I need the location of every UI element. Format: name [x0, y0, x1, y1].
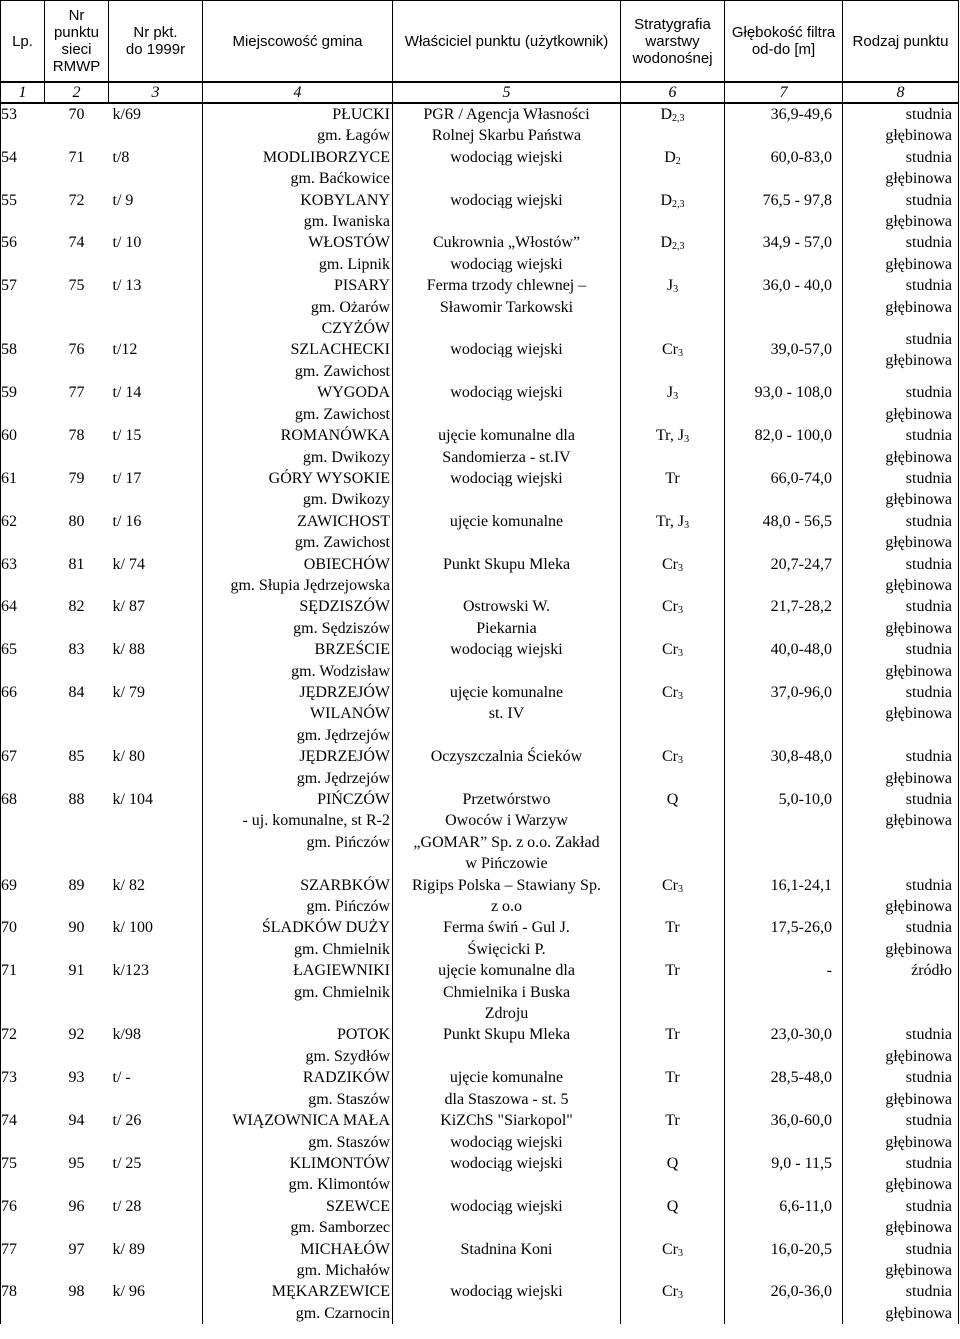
cell-owner: wodociąg wiejski	[393, 382, 621, 425]
stratigraphy-subscript: 3	[684, 434, 690, 446]
cell-network-number: 80	[68, 512, 85, 530]
cell-owner: wodociąg wiejski	[393, 318, 621, 382]
cell-lp: 64	[1, 596, 45, 639]
cell-number-1999: k/ 88	[109, 639, 203, 682]
cell-stratigraphy	[621, 1024, 725, 1067]
stratigraphy-symbol: Q	[666, 1197, 679, 1215]
cell-lp: 60	[1, 425, 45, 468]
cell-point-type: studnia głębinowa	[843, 318, 959, 382]
cell-locality: BRZEŚCIE gm. Wodzisław	[203, 639, 393, 682]
cell-locality: JĘDRZEJÓW WILANÓW gm. Jędrzejów	[203, 682, 393, 746]
cell-lp: 73	[1, 1067, 45, 1110]
column-number: 5	[393, 82, 621, 103]
cell-locality: PISARY gm. Ożarów	[203, 275, 393, 318]
table-row	[1, 875, 959, 918]
cell-owner: Stadnina Koni	[393, 1239, 621, 1282]
cell-locality: ŚLADKÓW DUŻY gm. Chmielnik	[203, 917, 393, 960]
cell-filter-depth: 28,5-48,0	[725, 1067, 843, 1110]
stratigraphy-subscript: 3	[684, 519, 690, 531]
table-row	[1, 511, 959, 554]
cell-stratigraphy	[621, 147, 725, 190]
column-number: 3	[109, 82, 203, 103]
cell-locality: ŁAGIEWNIKI gm. Chmielnik	[203, 960, 393, 1024]
cell-stratigraphy	[621, 639, 725, 682]
cell-network-number: 92	[68, 1026, 85, 1044]
cell-filter-depth: 23,0-30,0	[725, 1024, 843, 1067]
cell-stratigraphy	[621, 1239, 725, 1282]
cell-point-type: studnia głębinowa	[843, 789, 959, 875]
cell-point-type: studnia głębinowa	[843, 1153, 959, 1196]
cell-locality: RADZIKÓW gm. Staszów	[203, 1067, 393, 1110]
cell-lp: 53	[1, 103, 45, 147]
table-row	[1, 789, 959, 875]
stratigraphy-symbol: Tr, J	[655, 512, 685, 530]
table-row	[1, 190, 959, 233]
cell-owner: Rigips Polska – Stawiany Sp. z o.o	[393, 875, 621, 918]
cell-number-1999: t/ 25	[109, 1153, 203, 1196]
cell-network-number: 98	[68, 1283, 85, 1301]
stratigraphy-subscript: 3	[678, 755, 683, 767]
cell-point-type: studnia głębinowa	[843, 1110, 959, 1153]
cell-network-number: 79	[68, 469, 85, 487]
cell-network-number: 77	[68, 384, 85, 402]
cell-point-type: studnia głębinowa	[843, 425, 959, 468]
cell-number-1999: k/ 82	[109, 875, 203, 918]
cell-point-type: źródło	[843, 960, 959, 1024]
cell-lp: 76	[1, 1196, 45, 1239]
cell-filter-depth: 66,0-74,0	[725, 468, 843, 511]
cell-stratigraphy	[621, 960, 725, 1024]
cell-locality: ROMANÓWKA gm. Dwikozy	[203, 425, 393, 468]
cell-network-number: 70	[68, 106, 85, 123]
cell-point-type: studnia głębinowa	[843, 275, 959, 318]
stratigraphy-subscript: 2,3	[672, 241, 685, 253]
cell-number-1999: t/ 13	[109, 275, 203, 318]
cell-owner: ujęcie komunalne dla Sandomierza - st.IV	[393, 425, 621, 468]
stratigraphy-symbol: Cr	[662, 641, 678, 659]
table-row	[1, 596, 959, 639]
stratigraphy-subscript: 3	[673, 391, 679, 403]
cell-point-type: studnia głębinowa	[843, 147, 959, 190]
cell-owner: wodociąg wiejski	[393, 468, 621, 511]
table-row	[1, 1281, 959, 1324]
cell-owner: wodociąg wiejski	[393, 639, 621, 682]
cell-locality: MICHAŁÓW gm. Michałów	[203, 1239, 393, 1282]
cell-lp: 58	[1, 318, 45, 382]
cell-filter-depth: 36,9-49,6	[725, 103, 843, 147]
cell-network-number: 85	[68, 748, 85, 766]
cell-filter-depth: 82,0 - 100,0	[725, 425, 843, 468]
header-locality-commune: Miejscowość gmina	[203, 1, 393, 83]
stratigraphy-symbol: Cr	[662, 683, 678, 701]
cell-network-number: 84	[68, 683, 85, 701]
cell-number-1999: k/ 96	[109, 1281, 203, 1324]
cell-lp: 56	[1, 232, 45, 275]
cell-owner: Ostrowski W. Piekarnia	[393, 596, 621, 639]
table-row	[1, 318, 959, 382]
table-row	[1, 1110, 959, 1153]
stratigraphy-subscript: 3	[678, 883, 683, 895]
stratigraphy-symbol: D	[660, 106, 673, 123]
cell-lp: 65	[1, 639, 45, 682]
cell-locality: SZEWCE gm. Samborzec	[203, 1196, 393, 1239]
cell-number-1999: t/ -	[109, 1067, 203, 1110]
cell-stratigraphy	[621, 318, 725, 382]
cell-number-1999: t/8	[109, 147, 203, 190]
cell-point-type: studnia głębinowa	[843, 746, 959, 789]
cell-owner: Przetwórstwo Owoców i Warzyw „GOMAR” Sp. z o.o. Zakład w Pińczowie	[393, 789, 621, 875]
cell-point-type: studnia głębinowa	[843, 232, 959, 275]
cell-number-1999: k/ 104	[109, 789, 203, 875]
cell-lp: 59	[1, 382, 45, 425]
cell-point-type: studnia głębinowa	[843, 875, 959, 918]
table-row	[1, 468, 959, 511]
cell-network-number: 88	[68, 791, 85, 808]
cell-filter-depth: 5,0-10,0	[725, 789, 843, 875]
cell-locality: GÓRY WYSOKIE gm. Dwikozy	[203, 468, 393, 511]
cell-number-1999: t/ 15	[109, 425, 203, 468]
cell-point-type: studnia głębinowa	[843, 596, 959, 639]
stratigraphy-subscript: 3	[678, 648, 683, 660]
cell-network-number: 90	[68, 919, 85, 937]
cell-stratigraphy	[621, 1281, 725, 1324]
column-number: 7	[725, 82, 843, 103]
cell-number-1999: k/ 100	[109, 917, 203, 960]
cell-locality: OBIECHÓW gm. Słupia Jędrzejowska	[203, 554, 393, 597]
cell-lp: 57	[1, 275, 45, 318]
stratigraphy-symbol: Cr	[662, 1283, 678, 1301]
cell-stratigraphy	[621, 789, 725, 875]
table-row	[1, 917, 959, 960]
cell-owner: ujęcie komunalne	[393, 511, 621, 554]
cell-filter-depth: 60,0-83,0	[725, 147, 843, 190]
table-row	[1, 639, 959, 682]
cell-network-number: 82	[68, 598, 85, 616]
stratigraphy-symbol: Tr	[665, 919, 680, 937]
cell-number-1999: k/69	[109, 103, 203, 147]
stratigraphy-symbol: Cr	[662, 748, 678, 766]
cell-network-number: 97	[68, 1240, 85, 1258]
cell-lp: 63	[1, 554, 45, 597]
cell-locality: SĘDZISZÓW gm. Sędziszów	[203, 596, 393, 639]
cell-locality: PŁUCKI gm. Łagów	[203, 103, 393, 147]
stratigraphy-subscript: 3	[678, 562, 683, 574]
table-row	[1, 1067, 959, 1110]
cell-point-type: studnia głębinowa	[843, 511, 959, 554]
header-point-number-1999: Nr pkt. do 1999r	[109, 1, 203, 83]
cell-owner: wodociąg wiejski	[393, 147, 621, 190]
cell-network-number: 91	[68, 962, 85, 980]
cell-number-1999: k/ 87	[109, 596, 203, 639]
cell-number-1999: k/ 89	[109, 1239, 203, 1282]
cell-lp: 70	[1, 917, 45, 960]
cell-filter-depth: 76,5 - 97,8	[725, 190, 843, 233]
cell-stratigraphy	[621, 875, 725, 918]
cell-number-1999: k/123	[109, 960, 203, 1024]
stratigraphy-subscript: 3	[678, 605, 683, 617]
stratigraphy-subscript: 3	[678, 690, 683, 702]
cell-owner: ujęcie komunalne st. IV	[393, 682, 621, 746]
stratigraphy-symbol: Tr	[665, 1069, 680, 1087]
stratigraphy-symbol: D	[660, 191, 673, 209]
cell-filter-depth: 30,8-48,0	[725, 746, 843, 789]
cell-number-1999: t/ 9	[109, 190, 203, 233]
table-row	[1, 746, 959, 789]
table-row	[1, 960, 959, 1024]
stratigraphy-symbol: J	[666, 277, 674, 295]
stratigraphy-symbol: Cr	[662, 341, 678, 359]
stratigraphy-subscript: 3	[678, 348, 683, 360]
cell-owner: ujęcie komunalne dla Staszowa - st. 5	[393, 1067, 621, 1110]
cell-filter-depth: 6,6-11,0	[725, 1196, 843, 1239]
table-row	[1, 382, 959, 425]
stratigraphy-symbol: Tr	[665, 469, 680, 487]
cell-owner: ujęcie komunalne dla Chmielnika i Buska Zdroju	[393, 960, 621, 1024]
cell-owner: Ferma świń - Gul J. Święcicki P.	[393, 917, 621, 960]
cell-stratigraphy	[621, 596, 725, 639]
cell-filter-depth: 39,0-57,0	[725, 318, 843, 382]
cell-filter-depth: 36,0-60,0	[725, 1110, 843, 1153]
cell-locality: KLIMONTÓW gm. Klimontów	[203, 1153, 393, 1196]
cell-filter-depth: 9,0 - 11,5	[725, 1153, 843, 1196]
table-row	[1, 232, 959, 275]
cell-lp: 61	[1, 468, 45, 511]
cell-stratigraphy	[621, 425, 725, 468]
cell-point-type: studnia głębinowa	[843, 190, 959, 233]
cell-filter-depth: 48,0 - 56,5	[725, 511, 843, 554]
stratigraphy-subscript: 3	[678, 1247, 683, 1259]
table-row	[1, 1153, 959, 1196]
cell-locality: PIŃCZÓW - uj. komunalne, st R-2 gm. Pińczów	[203, 789, 393, 875]
column-number: 2	[45, 82, 109, 103]
cell-number-1999: t/ 17	[109, 468, 203, 511]
cell-locality: WYGODA gm. Zawichost	[203, 382, 393, 425]
cell-filter-depth: 40,0-48,0	[725, 639, 843, 682]
header-network-point-number: Nr punktu sieci RMWP	[45, 1, 109, 83]
cell-owner: PGR / Agencja Własności Rolnej Skarbu Państwa	[393, 103, 621, 147]
table-row	[1, 275, 959, 318]
stratigraphy-symbol: Q	[666, 791, 679, 808]
table-row	[1, 1239, 959, 1282]
table-header	[1, 1, 959, 104]
cell-filter-depth: -	[725, 960, 843, 1024]
cell-network-number: 76	[68, 341, 85, 359]
cell-point-type: studnia głębinowa	[843, 1281, 959, 1324]
cell-lp: 74	[1, 1110, 45, 1153]
cell-stratigraphy	[621, 382, 725, 425]
cell-filter-depth: 16,0-20,5	[725, 1239, 843, 1282]
cell-owner: Cukrownia „Włostów” wodociąg wiejski	[393, 232, 621, 275]
stratigraphy-symbol: Q	[666, 1154, 679, 1172]
table-row	[1, 682, 959, 746]
cell-number-1999: k/ 80	[109, 746, 203, 789]
cell-network-number: 93	[68, 1069, 85, 1087]
cell-network-number: 75	[68, 277, 85, 295]
cell-point-type: studnia głębinowa	[843, 917, 959, 960]
stratigraphy-symbol: Tr	[665, 1112, 680, 1130]
cell-network-number: 83	[68, 641, 85, 659]
cell-owner: wodociąg wiejski	[393, 190, 621, 233]
cell-number-1999: k/ 74	[109, 554, 203, 597]
header-owner: Właściciel punktu (użytkownik)	[393, 1, 621, 83]
cell-owner: wodociąg wiejski	[393, 1196, 621, 1239]
stratigraphy-subscript: 2,3	[672, 198, 685, 210]
cell-owner: Ferma trzody chlewnej – Sławomir Tarkowski	[393, 275, 621, 318]
stratigraphy-subscript: 3	[678, 1290, 683, 1302]
cell-number-1999: t/ 28	[109, 1196, 203, 1239]
stratigraphy-symbol: Tr	[665, 962, 680, 980]
cell-point-type: studnia głębinowa	[843, 1067, 959, 1110]
stratigraphy-subscript: 2,3	[672, 113, 685, 124]
cell-lp: 68	[1, 789, 45, 875]
cell-lp: 67	[1, 746, 45, 789]
stratigraphy-symbol: Cr	[662, 555, 678, 573]
cell-owner: Punkt Skupu Mleka	[393, 1024, 621, 1067]
cell-locality: MODLIBORZYCE gm. Baćkowice	[203, 147, 393, 190]
cell-owner: Oczyszczalnia Ścieków	[393, 746, 621, 789]
column-number: 6	[621, 82, 725, 103]
cell-stratigraphy	[621, 190, 725, 233]
table-row	[1, 1024, 959, 1067]
cell-filter-depth: 17,5-26,0	[725, 917, 843, 960]
cell-owner: Punkt Skupu Mleka	[393, 554, 621, 597]
cell-network-number: 72	[68, 191, 85, 209]
cell-locality: WIĄZOWNICA MAŁA gm. Staszów	[203, 1110, 393, 1153]
cell-network-number: 96	[68, 1197, 85, 1215]
cell-stratigraphy	[621, 511, 725, 554]
stratigraphy-symbol: Cr	[662, 1240, 678, 1258]
cell-point-type: studnia głębinowa	[843, 382, 959, 425]
cell-locality: SZARBKÓW gm. Pińczów	[203, 875, 393, 918]
cell-stratigraphy	[621, 682, 725, 746]
header-stratigraphy: Stratygrafia warstwy wodonośnej	[621, 1, 725, 83]
table-row	[1, 425, 959, 468]
cell-locality: MĘKARZEWICE gm. Czarnocin	[203, 1281, 393, 1324]
table-row	[1, 554, 959, 597]
cell-point-type: studnia głębinowa	[843, 1239, 959, 1282]
cell-number-1999: k/98	[109, 1024, 203, 1067]
cell-network-number: 74	[68, 234, 85, 252]
table-row	[1, 103, 959, 147]
cell-lp: 72	[1, 1024, 45, 1067]
cell-number-1999: t/12	[109, 318, 203, 382]
stratigraphy-symbol: Cr	[662, 876, 678, 894]
cell-locality: ZAWICHOST gm. Zawichost	[203, 511, 393, 554]
cell-stratigraphy	[621, 275, 725, 318]
table-row	[1, 1196, 959, 1239]
cell-locality: WŁOSTÓW gm. Lipnik	[203, 232, 393, 275]
cell-point-type: studnia głębinowa	[843, 103, 959, 147]
cell-network-number: 81	[68, 555, 85, 573]
cell-number-1999: k/ 79	[109, 682, 203, 746]
column-number: 4	[203, 82, 393, 103]
cell-locality: CZYŻÓW SZLACHECKI gm. Zawichost	[203, 318, 393, 382]
cell-stratigraphy	[621, 1196, 725, 1239]
cell-stratigraphy	[621, 232, 725, 275]
cell-point-type: studnia głębinowa	[843, 1024, 959, 1067]
stratigraphy-symbol: D	[664, 148, 676, 166]
cell-network-number: 89	[68, 876, 85, 894]
header-point-type: Rodzaj punktu	[843, 1, 959, 83]
header-filter-depth: Głębokość filtra od-do [m]	[725, 1, 843, 83]
cell-owner: wodociąg wiejski	[393, 1281, 621, 1324]
cell-filter-depth: 20,7-24,7	[725, 554, 843, 597]
cell-stratigraphy	[621, 1110, 725, 1153]
table-row	[1, 147, 959, 190]
cell-lp: 55	[1, 190, 45, 233]
column-number: 8	[843, 82, 959, 103]
cell-stratigraphy	[621, 1067, 725, 1110]
cell-locality: JĘDRZEJÓW gm. Jędrzejów	[203, 746, 393, 789]
cell-point-type: studnia głębinowa	[843, 639, 959, 682]
cell-network-number: 78	[68, 427, 85, 445]
cell-number-1999: t/ 14	[109, 382, 203, 425]
cell-point-type: studnia głębinowa	[843, 554, 959, 597]
stratigraphy-symbol: Cr	[662, 598, 678, 616]
stratigraphy-symbol: D	[660, 234, 673, 252]
stratigraphy-symbol: Tr	[665, 1026, 680, 1044]
cell-stratigraphy	[621, 746, 725, 789]
cell-filter-depth: 93,0 - 108,0	[725, 382, 843, 425]
cell-lp: 62	[1, 511, 45, 554]
cell-locality: POTOK gm. Szydłów	[203, 1024, 393, 1067]
cell-number-1999: t/ 10	[109, 232, 203, 275]
cell-stratigraphy	[621, 103, 725, 147]
cell-owner: wodociąg wiejski	[393, 1153, 621, 1196]
stratigraphy-symbol: J	[666, 384, 674, 402]
cell-network-number: 95	[68, 1154, 85, 1172]
header-lp: Lp.	[1, 1, 45, 83]
cell-stratigraphy	[621, 554, 725, 597]
cell-lp: 69	[1, 875, 45, 918]
cell-point-type: studnia głębinowa	[843, 1196, 959, 1239]
cell-point-type: studnia głębinowa	[843, 682, 959, 746]
cell-network-number: 94	[68, 1112, 85, 1130]
cell-number-1999: t/ 26	[109, 1110, 203, 1153]
cell-filter-depth: 34,9 - 57,0	[725, 232, 843, 275]
cell-network-number: 71	[68, 148, 85, 166]
cell-lp: 78	[1, 1281, 45, 1324]
table-body	[1, 103, 959, 1324]
stratigraphy-subscript: 3	[673, 284, 679, 296]
column-number: 1	[1, 82, 45, 103]
cell-filter-depth: 26,0-36,0	[725, 1281, 843, 1324]
cell-number-1999: t/ 16	[109, 511, 203, 554]
cell-stratigraphy	[621, 468, 725, 511]
cell-filter-depth: 36,0 - 40,0	[725, 275, 843, 318]
cell-lp: 54	[1, 147, 45, 190]
cell-lp: 66	[1, 682, 45, 746]
cell-locality: KOBYLANY gm. Iwaniska	[203, 190, 393, 233]
stratigraphy-subscript: 2	[675, 155, 681, 167]
cell-stratigraphy	[621, 1153, 725, 1196]
cell-filter-depth: 16,1-24,1	[725, 875, 843, 918]
cell-owner: KiZChS "Siarkopol" wodociąg wiejski	[393, 1110, 621, 1153]
cell-lp: 71	[1, 960, 45, 1024]
stratigraphy-symbol: Tr, J	[655, 427, 685, 445]
cell-filter-depth: 21,7-28,2	[725, 596, 843, 639]
cell-point-type: studnia głębinowa	[843, 468, 959, 511]
cell-filter-depth: 37,0-96,0	[725, 682, 843, 746]
cell-stratigraphy	[621, 917, 725, 960]
cell-lp: 75	[1, 1153, 45, 1196]
cell-lp: 77	[1, 1239, 45, 1282]
